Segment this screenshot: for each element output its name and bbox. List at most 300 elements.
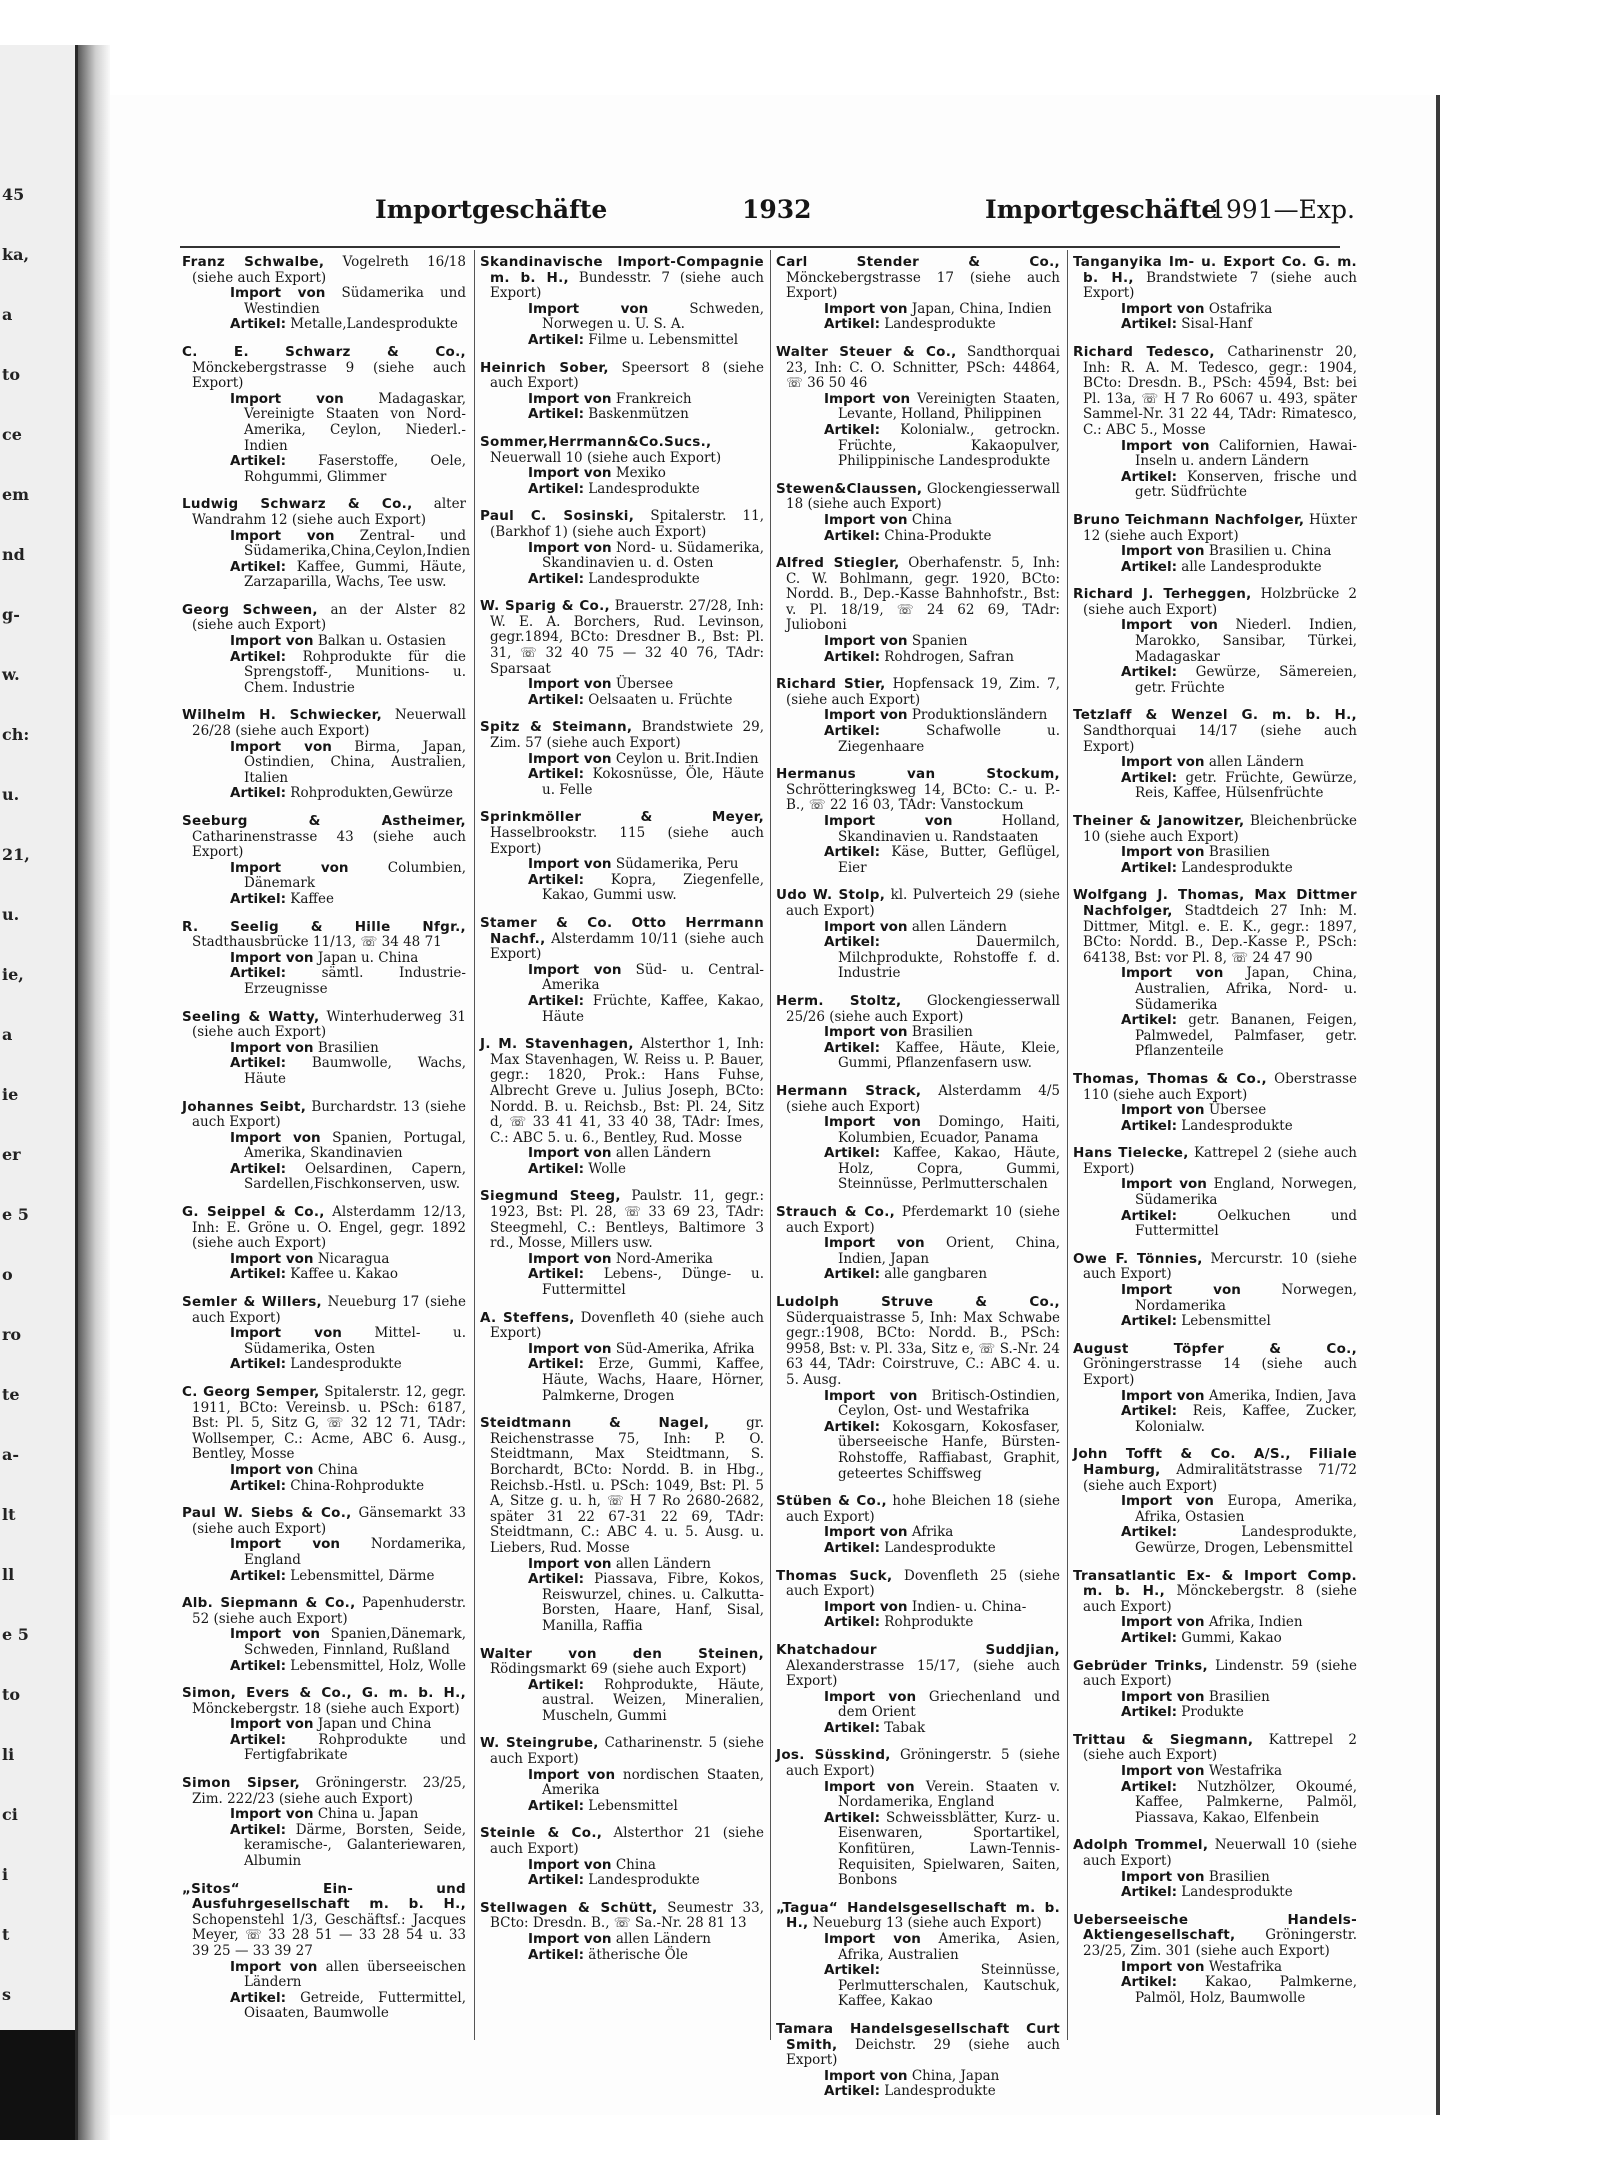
artikel-goods: Kakao, Palmkerne, Palmöl, Holz, Baumwolle <box>1135 1974 1357 2006</box>
import-origin: Brasilien <box>1208 1688 1270 1705</box>
company-address: Brauerstr. 27/28, Inh: W. E. A. Borchers, Rud. Levinson, gegr.1894, BCto: Dresdner B., Bst: Pl. 31, ☏ 32 40 75 — 32 40 76, TAdr: Sparsaat <box>490 598 764 677</box>
artikel-line <box>480 482 764 498</box>
directory-entry <box>776 556 1060 665</box>
company-name: Hermanus van Stockum, <box>776 766 1060 783</box>
company-address: Deichstr. 29 (siehe auch Export) <box>786 2036 1060 2069</box>
company-name: Transatlantic Ex- & Import Comp. m. b. H., <box>1073 1567 1357 1600</box>
left-page-fragment: 45 <box>2 185 25 204</box>
artikel-label: Artikel: <box>230 1160 286 1177</box>
directory-entry <box>182 814 466 908</box>
page-header <box>375 195 1355 235</box>
artikel-label: Artikel: <box>1121 1117 1177 1134</box>
entry-heading <box>1073 708 1357 755</box>
import-origin: Californien, Hawai-Inseln u. andern Ländern <box>1135 437 1357 470</box>
artikel-line <box>480 1799 764 1815</box>
artikel-label: Artikel: <box>528 1797 584 1814</box>
import-line <box>182 740 466 787</box>
import-line <box>182 1041 466 1057</box>
artikel-label: Artikel: <box>230 1477 286 1494</box>
left-page-fragment: to <box>2 365 21 384</box>
company-name: Theiner & Janowitzer, <box>1073 813 1245 829</box>
import-label: Import von <box>528 1931 612 1947</box>
column-separator <box>474 250 475 2040</box>
import-label: Import von <box>230 633 314 650</box>
company-address: Neuerwall 10 (siehe auch Export) <box>1083 1837 1357 1870</box>
directory-entry <box>480 509 764 587</box>
entry-heading <box>1073 1659 1357 1690</box>
import-label: Import von <box>824 1931 921 1947</box>
company-name: Herm. Stoltz, <box>776 992 902 1009</box>
entry-heading <box>1073 888 1357 966</box>
artikel-line <box>480 1357 764 1404</box>
import-label: Import von <box>528 1145 612 1162</box>
artikel-line <box>182 1056 466 1087</box>
artikel-goods: Faserstoffe, Oele, Rohgummi, Glimmer <box>244 453 467 485</box>
artikel-line <box>182 1267 466 1283</box>
entry-heading <box>776 1494 1060 1525</box>
import-line <box>776 814 1060 845</box>
artikel-goods: Landesprodukte <box>884 1539 996 1556</box>
import-label: Import von <box>824 633 908 650</box>
artikel-label: Artikel: <box>528 406 584 423</box>
company-address: Neuerwall 10 (siehe auch Export) <box>490 449 722 466</box>
import-label: Import von <box>824 2067 908 2084</box>
import-line <box>776 1600 1060 1616</box>
company-name: G. Seippel & Co., <box>182 1204 325 1221</box>
import-label: Import von <box>528 1856 612 1873</box>
company-name: Heinrich Sober, <box>480 359 609 376</box>
left-page-fragment: ie, <box>2 965 24 984</box>
artikel-label: Artikel: <box>528 1676 584 1693</box>
artikel-label: Artikel: <box>528 691 584 708</box>
import-line <box>480 466 764 482</box>
import-line <box>1073 439 1357 470</box>
import-label: Import von <box>824 300 908 317</box>
artikel-label: Artikel: <box>824 1266 880 1283</box>
import-label: Import von <box>824 918 908 935</box>
artikel-goods: Früchte, Kaffee, Kakao, Häute <box>542 992 764 1025</box>
entry-heading <box>1073 1838 1357 1869</box>
company-address: Gröningerstrasse 14 (siehe auch Export) <box>1083 1356 1357 1388</box>
artikel-label: Artikel: <box>824 1039 880 1056</box>
artikel-goods: Schweissblätter, Kurz- u. Eisenwaren, Sportartikel, Konfitüren, Lawn-Tennis-Requisiten, Spielwaren, Saiten, Bonbons <box>838 1809 1060 1889</box>
entry-heading <box>776 1205 1060 1236</box>
import-origin: Spanien, Portugal, Amerika, Skandinavien <box>244 1129 466 1162</box>
company-address: Burchardstr. 13 (siehe auch Export) <box>192 1098 467 1131</box>
directory-entry <box>182 1295 466 1373</box>
entry-heading <box>776 255 1060 302</box>
artikel-line <box>776 1267 1060 1283</box>
entry-heading <box>1073 587 1357 618</box>
artikel-line <box>776 1420 1060 1482</box>
company-address: Spitalerstr. 12, gegr. 1911, BCto: Vereinsb. u. PSch: 6187, Bst: Pl. 5, Sitz G, ☏ 32 12 71, TAdr: Wollsemper, C.: Acme, ABC 6. Ausg., Bentley, Mosse <box>192 1384 466 1463</box>
import-origin: China u. Japan <box>317 1806 419 1823</box>
directory-entry <box>182 496 471 591</box>
import-label: Import von <box>230 285 326 302</box>
artikel-line <box>776 1146 1060 1193</box>
entry-heading <box>480 1037 764 1146</box>
company-name: Alfred Stiegler, <box>776 555 900 572</box>
directory-entry <box>776 1494 1060 1556</box>
entry-heading <box>182 497 466 528</box>
company-address: Catharinenstrasse 43 (siehe auch Export) <box>192 828 466 861</box>
entry-heading <box>182 1010 466 1041</box>
directory-entry <box>480 1736 764 1814</box>
company-address: Stadtdeich 27 Inh: M. Dittmer, Mitgl. e. E. K., gegr.: 1897, BCto: Nordd. B., Dep.-Kasse P., PSch: 64138, Bst: vor Pl. 8, ☏ 24 47 90 <box>1083 902 1357 966</box>
import-line <box>776 1115 1060 1146</box>
company-name: Skandinavische Import-Compagnie m. b. H., <box>480 254 764 286</box>
left-page-fragment: ci <box>2 1805 18 1824</box>
import-label: Import von <box>230 1626 320 1643</box>
column-2 <box>480 255 764 1975</box>
artikel-goods: Landesprodukte <box>588 570 700 587</box>
company-address: Vogelreth 16/18 (siehe auch Export) <box>192 254 466 286</box>
import-origin: allen Ländern <box>1208 754 1304 771</box>
artikel-goods: Landesprodukte <box>1181 1117 1293 1134</box>
entry-heading <box>182 345 466 392</box>
artikel-goods: Landesprodukte <box>884 2083 996 2100</box>
directory-entry <box>480 361 764 423</box>
company-name: Stüben & Co., <box>776 1493 887 1510</box>
import-line <box>182 1131 466 1162</box>
artikel-line <box>480 994 764 1025</box>
artikel-goods: Lebens-, Dünge- u. Futtermittel <box>542 1266 764 1299</box>
import-line <box>1073 1870 1357 1886</box>
entry-heading <box>776 677 1060 708</box>
import-line <box>182 1807 466 1823</box>
entry-heading <box>1073 1569 1357 1616</box>
company-name: John Tofft & Co. A/S., Filiale Hamburg, <box>1073 1446 1357 1478</box>
directory-entry <box>480 1901 764 1963</box>
artikel-goods: Oelsaaten u. Früchte <box>588 691 733 708</box>
company-name: Tetzlaff & Wenzel G. m. b. H., <box>1073 707 1357 724</box>
entry-heading <box>182 255 466 286</box>
company-name: A. Steffens, <box>480 1309 575 1326</box>
import-line <box>1073 544 1357 560</box>
company-name: W. Steingrube, <box>480 1735 599 1752</box>
import-label: Import von <box>1121 617 1218 634</box>
company-address: Kattrepel 2 (siehe auch Export) <box>1083 1731 1357 1764</box>
import-label: Import von <box>824 1114 921 1131</box>
company-address: Mönckebergstr. 8 (siehe auch Export) <box>1083 1583 1357 1615</box>
artikel-label: Artikel: <box>528 1571 584 1588</box>
artikel-line <box>182 892 466 908</box>
import-label: Import von <box>528 856 612 873</box>
directory-entry <box>1073 708 1357 802</box>
artikel-line <box>776 1721 1060 1737</box>
import-line <box>480 541 764 572</box>
directory-entry <box>776 1748 1060 1888</box>
import-line <box>776 1389 1060 1420</box>
entry-heading <box>776 1084 1060 1115</box>
company-name: Johannes Seibt, <box>182 1098 307 1115</box>
company-name: Udo W. Stolp, <box>776 887 886 904</box>
import-origin: Orient, China, Indien, Japan <box>838 1235 1061 1267</box>
artikel-label: Artikel: <box>824 934 880 951</box>
artikel-label: Artikel: <box>230 1989 286 2006</box>
directory-entry <box>1073 1342 1357 1436</box>
artikel-goods: Tabak <box>884 1719 926 1736</box>
company-name: Stewen&Claussen, <box>776 480 923 497</box>
import-line <box>480 1146 764 1162</box>
artikel-goods: Därme, Borsten, Seide, keramische-, Galanteriewaren, Albumin <box>244 1821 466 1870</box>
import-origin: Frankreich <box>615 390 692 407</box>
column-3 <box>776 255 1060 2112</box>
directory-entry <box>776 1569 1060 1631</box>
artikel-line <box>1073 317 1357 333</box>
import-origin: England, Norwegen, Südamerika <box>1135 1176 1357 1209</box>
artikel-goods: Reis, Kaffee, Zucker, Kolonialw. <box>1135 1403 1357 1435</box>
artikel-goods: Rohprodukte, Häute, austral. Weizen, Mineralien, Muscheln, Gummi <box>542 1676 764 1724</box>
company-name: Stellwagen & Schütt, <box>480 1899 658 1916</box>
directory-entry <box>182 1776 466 1870</box>
company-name: R. Seelig & Hille Nfgr., <box>182 918 466 935</box>
import-line <box>182 861 466 892</box>
artikel-line <box>1073 1404 1357 1435</box>
company-address: Neueburg 13 (siehe auch Export) <box>812 1915 1042 1932</box>
import-line <box>1073 966 1357 1013</box>
import-line <box>1073 618 1357 665</box>
entry-heading <box>776 556 1060 634</box>
company-address: Holzbrücke 2 (siehe auch Export) <box>1083 586 1358 618</box>
company-name: Simon Sipser, <box>182 1775 301 1792</box>
import-origin: allen Ländern <box>911 918 1007 935</box>
artikel-goods: Lebensmittel <box>1181 1313 1271 1330</box>
import-line <box>480 752 764 768</box>
directory-entry <box>480 916 764 1025</box>
company-name: Jos. Süsskind, <box>776 1747 891 1764</box>
company-address: Brandstwiete 29, Zim. 57 (siehe auch Export) <box>490 719 764 752</box>
entry-heading <box>1073 1447 1357 1494</box>
artikel-label: Artikel: <box>1121 1524 1177 1541</box>
entry-heading <box>1073 1342 1357 1389</box>
import-line <box>480 963 764 994</box>
import-label: Import von <box>230 859 349 876</box>
page-number: 1932 <box>742 195 812 224</box>
import-line <box>1073 1177 1357 1208</box>
import-origin: Nord-Amerika <box>615 1250 713 1267</box>
artikel-goods: Gewürze, Sämereien, getr. Früchte <box>1135 664 1358 696</box>
entry-heading <box>1073 814 1357 845</box>
import-line <box>1073 1960 1357 1976</box>
artikel-line <box>776 423 1060 470</box>
company-name: Walter Steuer & Co., <box>776 343 957 360</box>
company-address: Alexanderstrasse 15/17, (siehe auch Export) <box>786 1657 1060 1690</box>
import-label: Import von <box>1121 1176 1207 1193</box>
artikel-line <box>1073 1975 1357 2006</box>
artikel-line <box>1073 1885 1357 1901</box>
company-name: Semler & Willers, <box>182 1294 322 1311</box>
import-label: Import von <box>824 511 908 528</box>
artikel-goods: Rohdrogen, Safran <box>884 648 1014 665</box>
left-page-fragment: ll <box>2 1565 15 1584</box>
directory-entry <box>1073 1569 1357 1647</box>
artikel-line <box>182 1659 466 1675</box>
artikel-line <box>1073 861 1357 877</box>
artikel-line <box>776 529 1060 545</box>
company-address: Paulstr. 11, gegr.: 1923, Bst: Pl. 28, ☏ 33 69 23, TAdr: Steegmehl, C.: Bentleys, Baltimore 3 rd., Mosse, Millers usw. <box>490 1188 764 1252</box>
entry-heading <box>776 888 1060 919</box>
artikel-goods: Landesprodukte <box>588 1872 700 1889</box>
company-address: Seumestr 33, BCto: Dresdn. B., ☏ Sa.-Nr. 28 81 13 <box>490 1899 764 1932</box>
artikel-label: Artikel: <box>230 1657 286 1674</box>
entry-heading <box>776 1748 1060 1779</box>
entry-heading <box>1073 345 1357 439</box>
company-address: Catharinenstr 20, Inh: R. A. M. Tedesco, gegr.: 1904, BCto: Dresdn. B., PSch: 4594, Bst: bei Pl. 13a, ☏ H 7 Ro 6067 u. 493, später Sammel-Nr. 31 22 44, TAdr: Rimatesco, C.: ABC 5., Mosse <box>1083 343 1357 438</box>
import-label: Import von <box>1121 300 1205 317</box>
artikel-line <box>1073 665 1357 696</box>
import-label: Import von <box>528 1555 612 1572</box>
artikel-label: Artikel: <box>824 1539 880 1556</box>
artikel-goods: China-Produkte <box>884 527 992 544</box>
entry-heading <box>1073 1072 1357 1103</box>
artikel-line <box>182 560 466 591</box>
directory-entry <box>182 920 466 998</box>
import-line <box>776 1690 1060 1721</box>
import-label: Import von <box>1121 844 1205 861</box>
entry-heading <box>1073 255 1357 302</box>
artikel-line <box>776 1041 1060 1072</box>
header-code: 1991—Exp. <box>1210 195 1355 224</box>
company-address: Speersort 8 (siehe auch Export) <box>490 359 764 392</box>
artikel-goods: Oelkuchen und Futtermittel <box>1135 1207 1358 1240</box>
artikel-label: Artikel: <box>1121 1704 1177 1721</box>
artikel-line <box>480 767 764 798</box>
import-origin: Amerika, Indien, Java <box>1208 1387 1357 1404</box>
import-line <box>776 302 1060 318</box>
artikel-line <box>182 1823 466 1870</box>
entry-heading <box>480 720 764 751</box>
import-line <box>1073 845 1357 861</box>
import-line <box>1073 1494 1357 1525</box>
directory-entry <box>480 255 764 349</box>
entry-heading <box>182 708 466 739</box>
import-label: Import von <box>230 390 344 407</box>
import-label: Import von <box>230 1461 314 1478</box>
import-label: Import von <box>824 1235 925 1252</box>
company-name: Paul C. Sosinski, <box>480 508 635 525</box>
import-label: Import von <box>528 465 612 482</box>
directory-entry <box>776 888 1060 982</box>
artikel-label: Artikel: <box>824 316 880 333</box>
import-label: Import von <box>528 390 612 407</box>
artikel-goods: Landesprodukte <box>1181 859 1293 876</box>
artikel-line <box>480 1948 764 1964</box>
company-name: Richard J. Terheggen, <box>1073 586 1252 603</box>
left-page-fragment: o <box>2 1265 13 1284</box>
company-address: Bleichenbrücke 10 (siehe auch Export) <box>1083 813 1357 845</box>
import-label: Import von <box>1121 1958 1205 1975</box>
company-address: Dovenfleth 40 (siehe auch Export) <box>490 1309 764 1342</box>
company-name: C. Georg Semper, <box>182 1384 320 1400</box>
import-label: Import von <box>1121 1763 1205 1780</box>
import-origin: Griechenland und dem Orient <box>838 1688 1060 1721</box>
artikel-line <box>1073 1119 1357 1135</box>
artikel-goods: Schafwolle u. Ziegenhaare <box>838 723 1061 755</box>
import-line <box>182 392 466 454</box>
directory-entry <box>182 255 466 333</box>
artikel-line <box>480 693 764 709</box>
import-origin: Madagaskar, Vereinigte Staaten von Nord-Amerika, Ceylon, Niederl.-Indien <box>244 390 466 454</box>
artikel-line <box>182 1569 466 1585</box>
import-label: Import von <box>528 300 649 317</box>
artikel-label: Artikel: <box>1121 1629 1177 1646</box>
entry-heading <box>480 1311 764 1342</box>
directory-entry <box>182 1010 466 1088</box>
import-label: Import von <box>824 1778 915 1795</box>
left-page-fragment: ie <box>2 1085 19 1104</box>
import-origin: Domingo, Haiti, Kolumbien, Ecuador, Panama <box>838 1114 1061 1146</box>
directory-entry <box>1073 1072 1357 1134</box>
artikel-goods: Landesprodukte <box>588 480 700 497</box>
directory-entry <box>776 1643 1060 1737</box>
import-origin: Norwegen, Nordamerika <box>1135 1282 1358 1314</box>
import-origin: Ostafrika <box>1208 300 1273 317</box>
artikel-label: Artikel: <box>1121 1012 1177 1029</box>
import-label: Import von <box>824 813 953 829</box>
import-line <box>480 1768 764 1799</box>
artikel-label: Artikel: <box>824 1145 880 1162</box>
import-label: Import von <box>528 750 612 767</box>
company-address: Glockengiesserwall 18 (siehe auch Export) <box>786 480 1060 513</box>
entry-heading <box>776 1901 1060 1932</box>
import-origin: China <box>615 1856 656 1873</box>
entry-heading <box>776 2022 1060 2069</box>
left-page-fragment: u. <box>2 785 20 804</box>
company-name: Tamara Handelsgesellschaft Curt Smith, <box>776 2020 1060 2053</box>
import-origin: allen überseeischen Ländern <box>244 1958 466 1991</box>
artikel-line <box>1073 1525 1357 1556</box>
artikel-label: Artikel: <box>528 480 584 497</box>
company-address: Sandthorquai 14/17 (siehe auch Export) <box>1083 723 1357 755</box>
entry-heading <box>776 1643 1060 1690</box>
company-address: Sandthorquai 23, Inh: C. O. Schnitter, PSch: 44864, ☏ 36 50 46 <box>786 343 1061 392</box>
import-line <box>182 1627 466 1658</box>
artikel-goods: Rohprodukte und Fertigfabrikate <box>244 1731 466 1764</box>
import-origin: allen Ländern <box>615 1555 711 1572</box>
company-address: Mönckebergstrasse 17 (siehe auch Export) <box>786 269 1060 302</box>
import-origin: China, Japan <box>911 2067 1000 2084</box>
artikel-label: Artikel: <box>528 1946 584 1963</box>
import-origin: Süd-Amerika, Afrika <box>615 1340 755 1357</box>
directory-entry <box>1073 1447 1357 1556</box>
entry-heading <box>1073 1146 1357 1177</box>
artikel-line <box>480 1162 764 1178</box>
artikel-goods: Dauermilch, Milchprodukte, Rohstoffe f. d. Industrie <box>838 934 1060 982</box>
artikel-line <box>182 966 466 997</box>
import-origin: Zentral- und Südamerika,China,Ceylon,Indien <box>244 527 471 560</box>
artikel-line <box>1073 560 1357 576</box>
directory-entry <box>1073 1838 1357 1900</box>
import-label: Import von <box>1121 1868 1205 1885</box>
import-origin: Übersee <box>1208 1102 1267 1119</box>
import-origin: allen Ländern <box>615 1145 711 1162</box>
entry-heading <box>480 435 764 466</box>
artikel-goods: Konserven, frische und getr. Südfrüchte <box>1135 468 1357 501</box>
directory-entry <box>1073 587 1357 696</box>
entry-heading <box>480 1826 764 1857</box>
import-origin: Brasilien <box>1208 844 1270 861</box>
entry-heading <box>776 1295 1060 1389</box>
directory-entry <box>182 1882 466 2022</box>
import-label: Import von <box>230 527 335 544</box>
artikel-line <box>480 407 764 423</box>
entry-heading <box>480 1416 764 1556</box>
import-origin: Afrika, Indien <box>1208 1614 1303 1631</box>
entry-heading <box>480 810 764 857</box>
company-name: Hermann Strack, <box>776 1082 922 1099</box>
import-origin: Birma, Japan, Ostindien, China, Australien, Italien <box>244 738 466 786</box>
